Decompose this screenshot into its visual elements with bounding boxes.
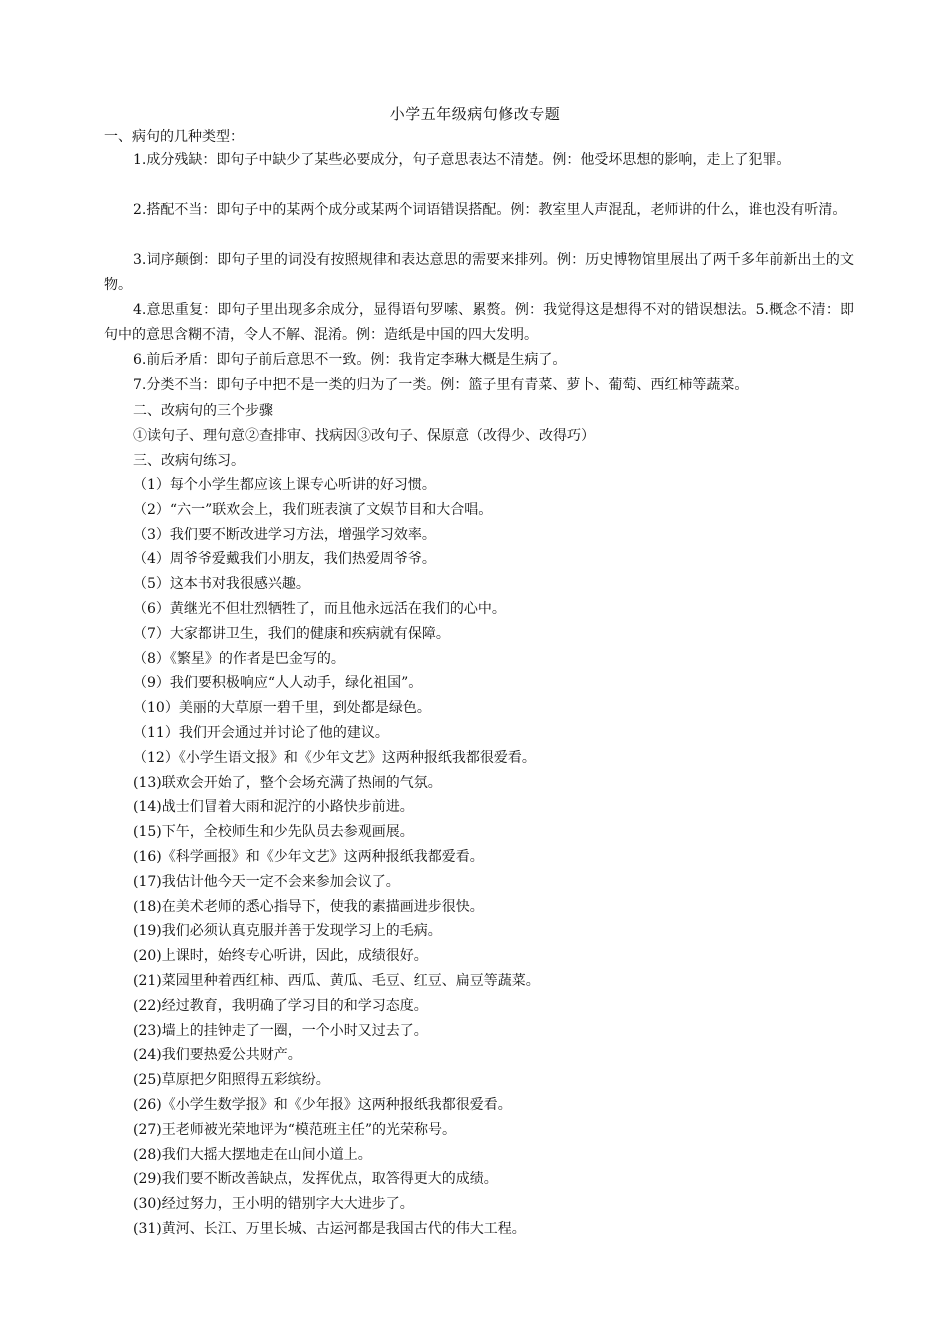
exercise-item: (22)经过教育，我明确了学习目的和学习态度。 bbox=[133, 997, 428, 1014]
exercise-item: （11）我们开会通过并讨论了他的建议。 bbox=[133, 725, 389, 741]
exercise-item: （4）周爷爷爱戴我们小朋友，我们热爱周爷爷。 bbox=[133, 551, 436, 568]
exercise-item: （1）每个小学生都应该上课专心听讲的好习惯。 bbox=[133, 477, 436, 493]
type-paragraph-6 bbox=[104, 348, 854, 373]
type-text-6: 6.前后矛盾：即句子前后意思不一致。例：我肯定李琳大概是生病了。 bbox=[133, 352, 567, 368]
exercise-item: (21)菜园里种着西红柿、西瓜、黄瓜、毛豆、红豆、扁豆等蔬菜。 bbox=[133, 973, 540, 989]
type-text-2: 2.搭配不当：即句子中的某两个成分或某两个词语错误搭配。例：教室里人声混乱，老师讲的什么，谁也没有听清。 bbox=[133, 202, 847, 218]
steps-text: ①读句子、理句意②查排审、找病因③改句子、保原意（改得少、改得巧） bbox=[133, 428, 595, 444]
exercise-item: （6）黄继光不但壮烈牺牲了，而且他永远活在我们的心中。 bbox=[133, 601, 506, 617]
exercise-item: （12）《小学生语文报》和《少年文艺》这两种报纸我都很爱看。 bbox=[133, 749, 536, 766]
type-text-3: 3.词序颠倒：即句子里的词没有按照规律和表达意思的需要来排列。例：历史博物馆里展出了两千多年前新出土的文物。 bbox=[104, 252, 854, 293]
exercise-item: (23)墙上的挂钟走了一圈，一个小时又过去了。 bbox=[133, 1022, 428, 1039]
section-heading-exercises: 三、改病句练习。 bbox=[133, 453, 245, 469]
exercise-item: （7）大家都讲卫生，我们的健康和疾病就有保障。 bbox=[133, 625, 450, 642]
section-heading-types: 一、病句的几种类型： bbox=[104, 129, 244, 145]
type-paragraph-1 bbox=[104, 148, 854, 173]
exercise-item: (16)《科学画报》和《少年文艺》这两种报纸我都爱看。 bbox=[133, 849, 484, 865]
exercise-item: （5）这本书对我很感兴趣。 bbox=[133, 576, 310, 593]
section-heading-steps: 二、改病句的三个步骤 bbox=[133, 403, 273, 419]
exercise-item: （9）我们要积极响应“人人动手，绿化祖国”。 bbox=[133, 675, 423, 692]
exercise-item: （3）我们要不断改进学习方法，增强学习效率。 bbox=[133, 526, 436, 543]
type-text-1: 1.成分残缺：即句子中缺少了某些必要成分，句子意思表达不清楚。例：他受坏思想的影响，走上了犯罪。 bbox=[133, 152, 791, 168]
exercise-item: (30)经过努力，王小明的错别字大大进步了。 bbox=[133, 1196, 414, 1213]
exercise-item: (14)战士们冒着大雨和泥泞的小路快步前进。 bbox=[133, 799, 414, 816]
type-text-7: 7.分类不当：即句子中把不是一类的归为了一类。例：篮子里有青菜、萝卜、葡萄、西红柿等蔬菜。 bbox=[133, 377, 749, 393]
type-paragraph-4 bbox=[104, 298, 854, 348]
type-paragraph-7 bbox=[104, 373, 854, 398]
exercise-item: (19)我们必须认真克服并善于发现学习上的毛病。 bbox=[133, 923, 442, 940]
exercise-item: (18)在美术老师的悉心指导下，使我的素描画进步很快。 bbox=[133, 898, 484, 915]
exercise-item: (17)我估计他今天一定不会来参加会议了。 bbox=[133, 873, 400, 890]
exercise-item: （10）美丽的大草原一碧千里，到处都是绿色。 bbox=[133, 700, 431, 717]
exercise-item: (20)上课时，始终专心听讲，因此，成绩很好。 bbox=[133, 948, 428, 965]
exercise-item: (28)我们大摇大摆地走在山间小道上。 bbox=[133, 1146, 372, 1163]
exercise-item: (26)《小学生数学报》和《少年报》这两种报纸我都很爱看。 bbox=[133, 1097, 512, 1113]
document-title: 小学五年级病句修改专题 bbox=[389, 105, 561, 123]
exercise-item: (25)草原把夕阳照得五彩缤纷。 bbox=[133, 1072, 330, 1089]
exercise-item: （8）《繁星》的作者是巴金写的。 bbox=[133, 650, 345, 667]
exercise-item: (31)黄河、长江、万里长城、古运河都是我国古代的伟大工程。 bbox=[133, 1221, 526, 1237]
type-text-4: 4.意思重复：即句子里出现多余成分，显得语句罗嗦、累赘。例：我觉得这是想得不对的错误想法。5.概念不清：即句中的意思含糊不清，令人不解、混淆。例：造纸是中国的四大发明。 bbox=[104, 302, 854, 343]
exercise-item: (24)我们要热爱公共财产。 bbox=[133, 1047, 302, 1064]
type-paragraph-2 bbox=[104, 198, 854, 223]
exercise-item: (13)联欢会开始了，整个会场充满了热闹的气氛。 bbox=[133, 774, 442, 791]
exercise-item: （2）“六一”联欢会上，我们班表演了文娱节目和大合唱。 bbox=[133, 501, 493, 518]
exercise-item: (15)下午，全校师生和少先队员去参观画展。 bbox=[133, 824, 414, 841]
exercise-item: (29)我们要不断改善缺点，发挥优点，取答得更大的成绩。 bbox=[133, 1171, 498, 1188]
exercise-item: (27)王老师被光荣地评为“模范班主任”的光荣称号。 bbox=[133, 1121, 457, 1138]
type-paragraph-3 bbox=[104, 248, 854, 298]
